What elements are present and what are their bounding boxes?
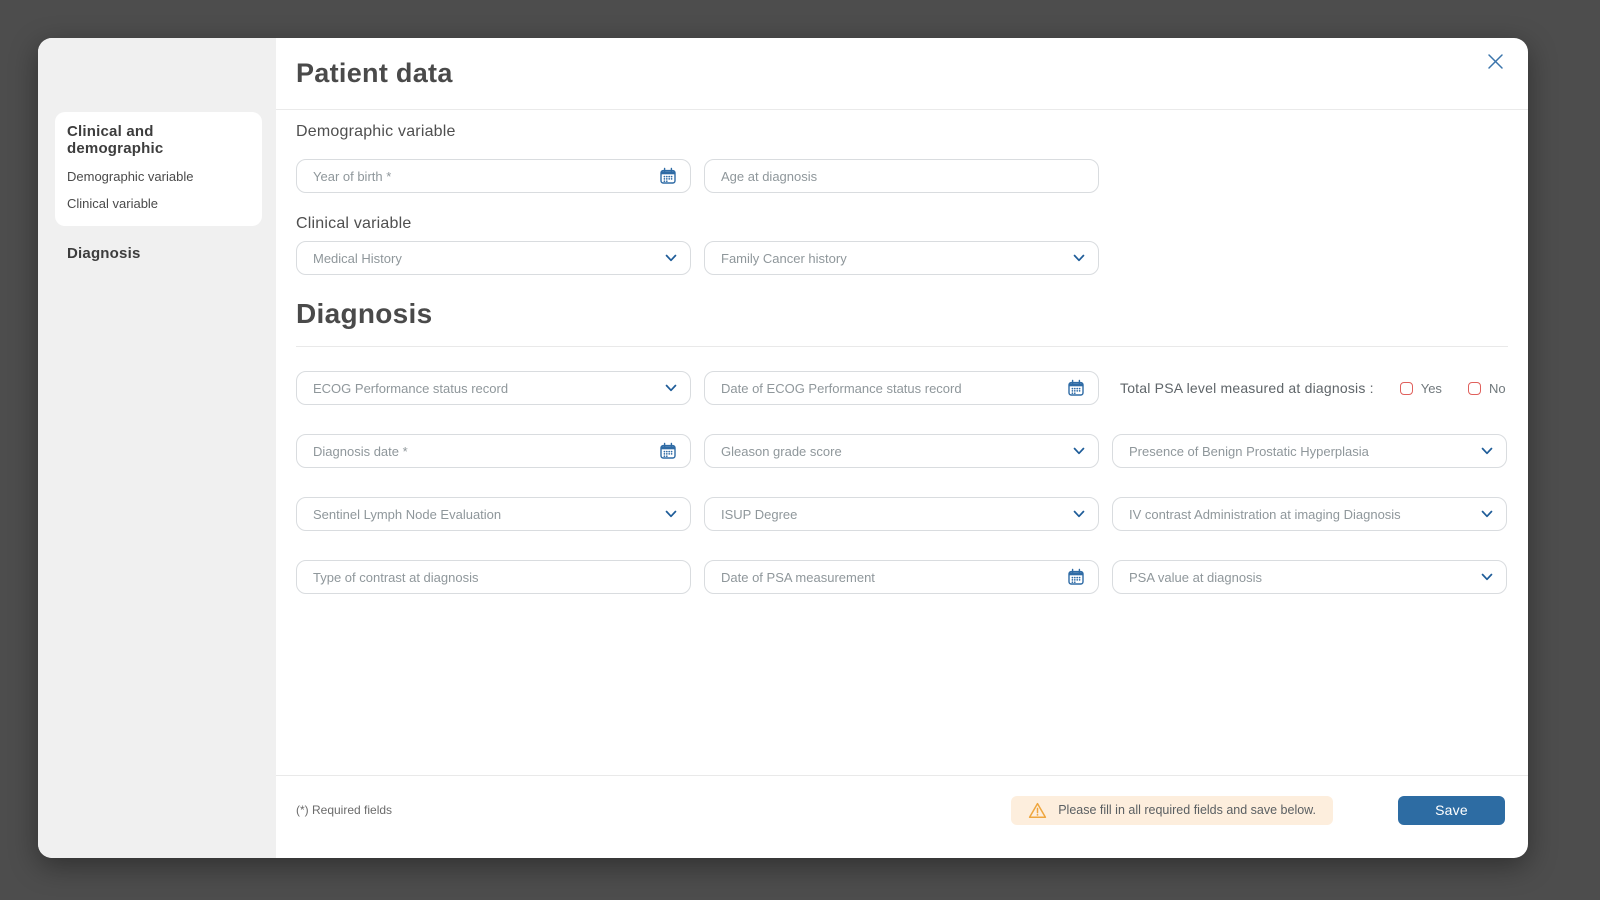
psa-no-option[interactable]: [1468, 381, 1506, 396]
age-at-diagnosis-input[interactable]: [721, 169, 1085, 184]
ecog-status-select[interactable]: [296, 371, 691, 405]
warning-message: Please fill in all required fields and save below.: [1058, 803, 1316, 817]
section-title-clinical: Clinical variable: [296, 215, 412, 232]
ecog-status-input[interactable]: [313, 381, 657, 396]
clinical-fields-row: [296, 241, 1508, 275]
modal-header: [276, 38, 1528, 110]
warning-triangle-icon: [1028, 802, 1047, 819]
sidebar-group-title[interactable]: Clinical and demographic: [67, 123, 164, 157]
close-icon: [1487, 53, 1504, 70]
calendar-icon[interactable]: [659, 167, 677, 185]
psa-measured-label: Total PSA level measured at diagnosis :: [1120, 380, 1374, 396]
validation-warning-banner: [1011, 796, 1333, 825]
psa-yes-label: Yes: [1420, 380, 1442, 396]
age-at-diagnosis-field[interactable]: [704, 159, 1099, 193]
gleason-score-select[interactable]: [704, 434, 1099, 468]
psa-yes-option[interactable]: [1400, 381, 1442, 396]
chevron-down-icon[interactable]: [1073, 254, 1085, 262]
psa-no-label: No: [1488, 380, 1506, 396]
section-divider: [296, 346, 1508, 347]
calendar-icon[interactable]: [659, 442, 677, 460]
patient-data-modal: [38, 38, 1528, 858]
main-panel: [276, 38, 1528, 858]
sidebar: [38, 38, 276, 858]
gleason-score-input[interactable]: [721, 444, 1065, 459]
psa-value-select[interactable]: [1112, 560, 1507, 594]
contrast-type-input[interactable]: [313, 570, 677, 585]
chevron-down-icon[interactable]: [1073, 510, 1085, 518]
isup-degree-select[interactable]: [704, 497, 1099, 531]
bph-presence-select[interactable]: [1112, 434, 1507, 468]
isup-degree-input[interactable]: [721, 507, 1065, 522]
diagnosis-date-input[interactable]: [313, 444, 651, 459]
sidebar-group-clinical-and-demographic[interactable]: [55, 112, 262, 226]
year-of-birth-input[interactable]: [313, 169, 651, 184]
section-title-demographic: Demographic variable: [296, 123, 456, 140]
chevron-down-icon[interactable]: [665, 384, 677, 392]
bph-presence-input[interactable]: [1129, 444, 1473, 459]
save-button[interactable]: Save: [1398, 796, 1505, 825]
psa-value-input[interactable]: [1129, 570, 1473, 585]
page-title: Patient data: [296, 58, 453, 88]
chevron-down-icon[interactable]: [1073, 447, 1085, 455]
sidebar-item-diagnosis[interactable]: Diagnosis: [67, 245, 141, 262]
chevron-down-icon[interactable]: [1481, 447, 1493, 455]
sentinel-lymph-node-input[interactable]: [313, 507, 657, 522]
required-fields-note: (*) Required fields: [296, 803, 393, 817]
section-title-diagnosis: Diagnosis: [296, 298, 433, 329]
psa-date-field[interactable]: [704, 560, 1099, 594]
calendar-icon[interactable]: [1067, 379, 1085, 397]
medical-history-select[interactable]: [296, 241, 691, 275]
close-button[interactable]: [1484, 50, 1506, 72]
demographic-fields-row: [296, 159, 1508, 193]
sidebar-item-clinical-variable[interactable]: Clinical variable: [67, 196, 159, 211]
sidebar-item-demographic-variable[interactable]: Demographic variable: [67, 169, 194, 184]
contrast-type-field[interactable]: [296, 560, 691, 594]
ecog-date-input[interactable]: [721, 381, 1059, 396]
diagnosis-fields-grid: [296, 371, 1508, 594]
chevron-down-icon[interactable]: [665, 510, 677, 518]
psa-measured-toggle-group: [1112, 371, 1507, 405]
chevron-down-icon[interactable]: [665, 254, 677, 262]
modal-footer: [276, 775, 1528, 858]
iv-contrast-select[interactable]: [1112, 497, 1507, 531]
iv-contrast-input[interactable]: [1129, 507, 1473, 522]
psa-yes-checkbox[interactable]: [1400, 382, 1413, 395]
calendar-icon[interactable]: [1067, 568, 1085, 586]
sentinel-lymph-node-select[interactable]: [296, 497, 691, 531]
chevron-down-icon[interactable]: [1481, 573, 1493, 581]
year-of-birth-field[interactable]: [296, 159, 691, 193]
family-cancer-history-input[interactable]: [721, 251, 1065, 266]
footer-actions: [1011, 796, 1505, 825]
psa-date-input[interactable]: [721, 570, 1059, 585]
medical-history-input[interactable]: [313, 251, 657, 266]
psa-no-checkbox[interactable]: [1468, 382, 1481, 395]
chevron-down-icon[interactable]: [1481, 510, 1493, 518]
form-content: [276, 110, 1528, 594]
family-cancer-history-select[interactable]: [704, 241, 1099, 275]
diagnosis-date-field[interactable]: [296, 434, 691, 468]
ecog-date-field[interactable]: [704, 371, 1099, 405]
